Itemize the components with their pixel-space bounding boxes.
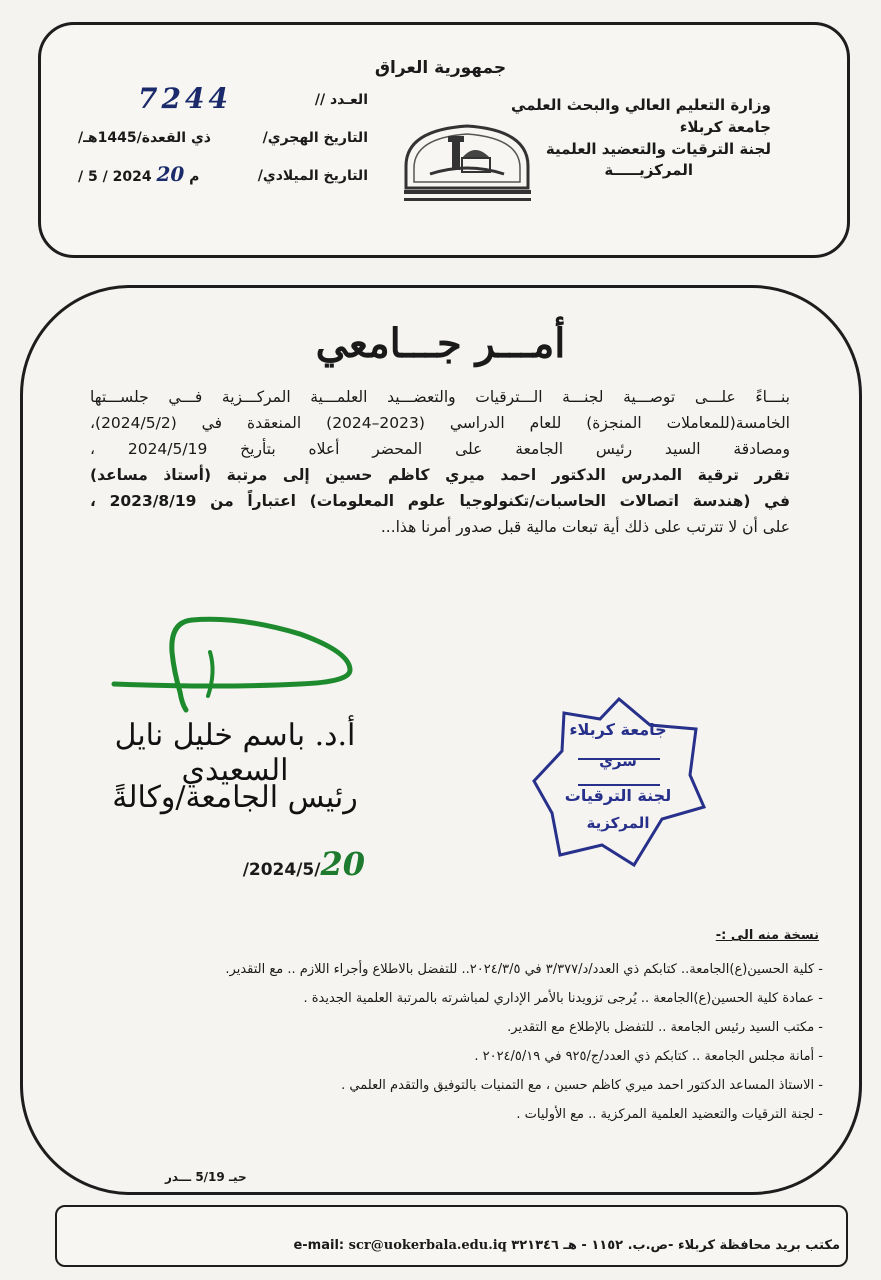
hijri-value: /ذي القعدة/1445هـ [78,130,211,146]
footer-box [55,1205,848,1267]
gregorian-row [78,162,368,206]
signature-date [165,845,365,883]
order-line: تقرر ترقية المدرس الدكتور احمد ميري كاظم حسين إلى مرتبة (أستاذ مساعد) [90,466,790,484]
copy-item: - لجنة الترقيات والتعضيد العلمية المركزية .. مع الأوليات . [516,1107,823,1122]
country-name: جمهورية العراق [374,58,507,78]
gregorian-rest: / 5 / 2024 م [78,169,200,185]
typist-reference: حيـ 5/19 ـــدر [165,1170,247,1184]
reference-block [78,82,368,206]
footer-address: مكتب بريد محافظة كربلاء -ص.ب. ١١٥٢ - هـ ٣٢١٣٤٦ [511,1238,840,1253]
copy-item: - أمانة مجلس الجامعة .. كتابكم ذي العدد/ج/٩٢٥ في ٢٠٢٤/٥/١٩ . [474,1049,823,1064]
university-logo-icon [400,118,535,210]
gregorian-label: التاريخ الميلادي/ [257,168,368,184]
committee-name: لجنة الترقيات والتعضيد العلمية [545,139,771,158]
stamp-university: جامعة كربلاء [569,720,667,739]
ministry-name: وزارة التعليم العالي والبحث العلمي [510,96,771,114]
copy-item: - عمادة كلية الحسين(ع)الجامعة .. يُرجى تزويدنا بالأمر الإداري لمباشرته بالمرتبة العلمية الجديدة . [303,991,823,1006]
gregorian-value [78,162,199,186]
stamp-committee: لجنة الترقيات [564,786,672,805]
footer-email-block [293,1238,506,1253]
order-line: في (هندسة اتصالات الحاسبات/تكنولوجيا علوم المعلومات) اعتباراً من 2023/8/19 ، [90,492,790,510]
gregorian-day: 20 [156,162,185,186]
email-label: e-mail: [293,1238,345,1253]
email-link[interactable]: scr@uokerbala.edu.iq [348,1238,507,1253]
order-body [90,384,790,540]
copy-item: - كلية الحسين(ع)الجامعة.. كتابكم ذي العدد/د/٣/٣٧٧ في ٢٠٢٤/٣/٥.. للتفضل بالاطلاع وأجراء اللازم .. مع التقدير. [225,962,823,977]
stamp-central: المركزية [586,814,650,832]
signer-name: أ.د. باسم خليل نايل السعيدي [114,718,356,788]
university-name: جامعة كربلاء [679,117,771,136]
footer-line [70,1238,840,1253]
committee-name-2: المركزيـــــة [604,161,693,180]
number-value: 7244 [138,82,232,115]
stamp-classification: سري [599,752,637,770]
order-title: أمـــر جـــامعي [315,320,566,367]
order-line: ومصادقة السيد رئيس الجامعة على المحضر أعلاه بتأريخ 2024/5/19 ، [90,440,790,458]
order-line: بنـــاءً علـــى توصـــية لجنـــة الـــترقيات والتعضـــيد العلمـــية المركـــزية فـــي جلســـتها [90,388,790,406]
signature-date-rest: /2024/5/ [242,860,321,880]
number-row [78,82,368,130]
copies-heading: نسخة منه الى :- [715,928,819,943]
signature-date-day: 20 [320,845,365,883]
order-line: على أن لا تترتب على ذلك أية تبعات مالية قبل صدور أمرنا هذا... [380,518,790,536]
order-line: الخامسة(للمعاملات المنجزة) للعام الدراسي (2023–2024) المنعقدة في (2024/5/2)، [90,414,790,432]
copy-item: - مكتب السيد رئيس الجامعة .. للتفضل بالإطلاع مع التقدير. [507,1020,823,1035]
signature-icon [100,612,360,722]
number-label: العـدد // [314,92,368,108]
copy-item: - الاستاذ المساعد الدكتور احمد ميري كاظم حسين ، مع التمنيات بالتوفيق والتقدم العلمي . [341,1078,823,1093]
signer-title: رئيس الجامعة/وكالةً [112,780,358,815]
copies-list [63,955,823,1129]
hijri-label: التاريخ الهجري/ [262,130,368,146]
